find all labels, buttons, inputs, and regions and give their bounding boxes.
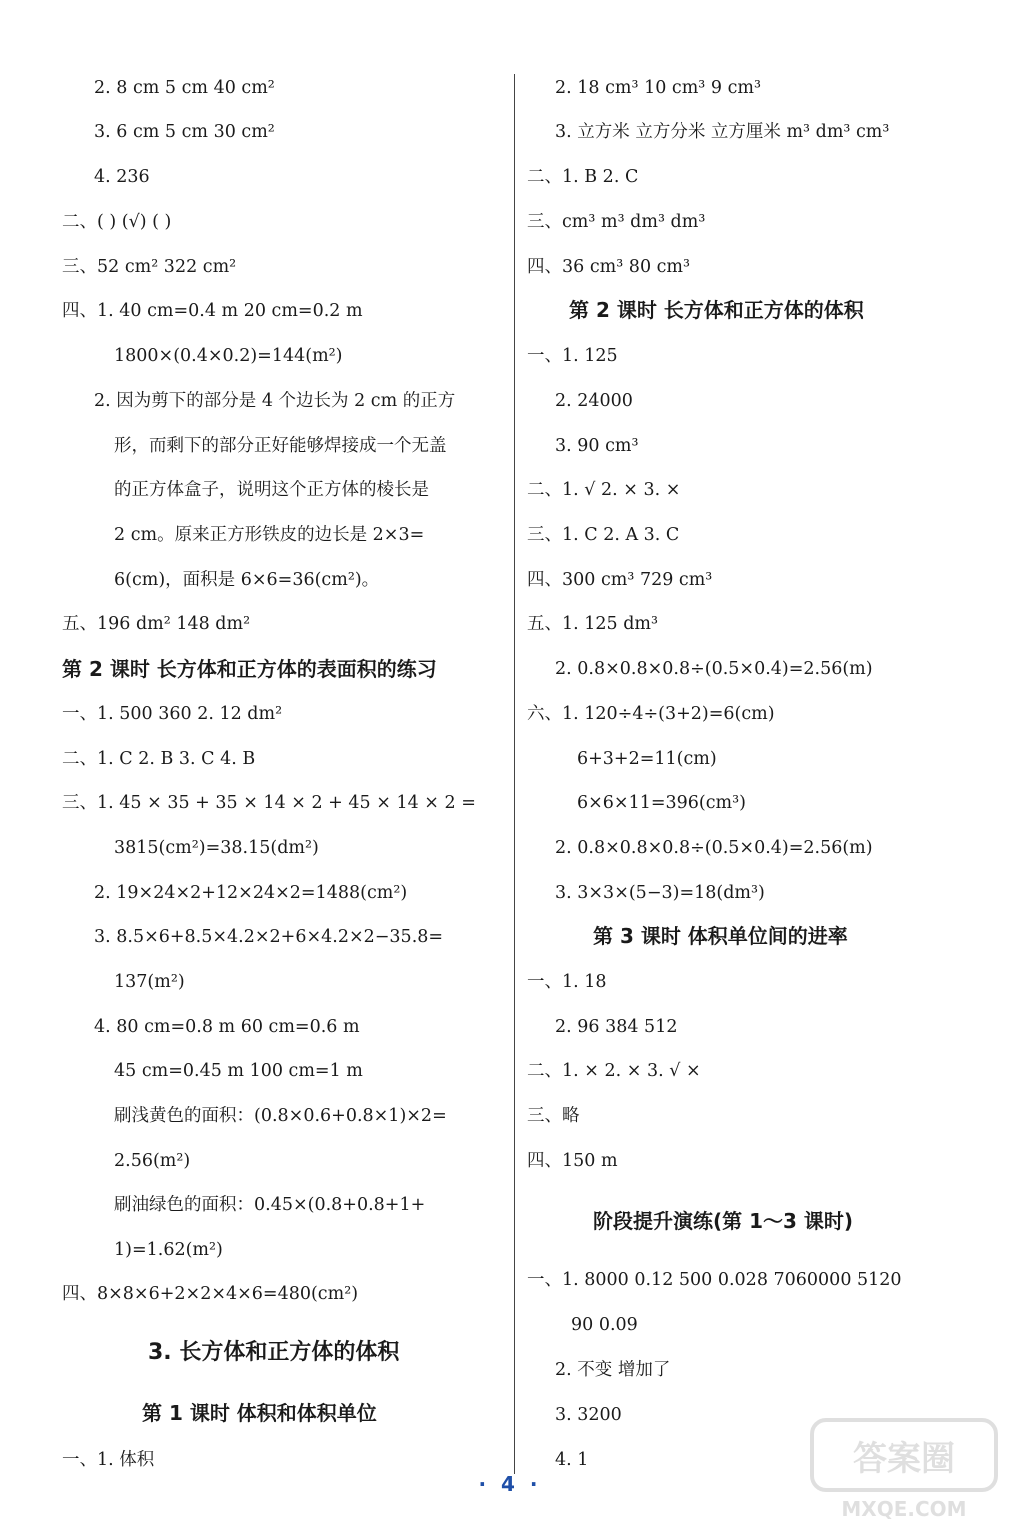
answer-line: 五、1. 125 dm³ [527, 614, 659, 634]
answer-line: 2. 8 cm 5 cm 40 cm² [94, 78, 275, 98]
answer-line: 3. 3200 [555, 1405, 622, 1425]
answer-line: 1800×(0.4×0.2)=144(m²) [114, 346, 343, 366]
answer-line: 6+3+2=11(cm) [577, 749, 717, 769]
answer-line: 二、1. √ 2. × 3. × [527, 480, 681, 500]
answer-line: 二、1. B 2. C [527, 167, 639, 187]
answer-line: 四、36 cm³ 80 cm³ [527, 257, 691, 277]
answer-line: 四、150 m [527, 1151, 618, 1171]
answer-line: 2. 不变 增加了 [555, 1360, 671, 1380]
answer-line: 一、1. 体积 [62, 1450, 155, 1470]
page-number: · 4 · [478, 1472, 542, 1496]
answer-line: 2 cm。原来正方形铁皮的边长是 2×3= [114, 525, 425, 545]
answer-line: 2. 96 384 512 [555, 1017, 678, 1037]
answer-line: 2. 19×24×2+12×24×2=1488(cm²) [94, 883, 408, 903]
section-heading: 第 1 课时 体积和体积单位 [142, 1401, 377, 1425]
answer-line: 3. 6 cm 5 cm 30 cm² [94, 122, 275, 142]
answer-line: 4. 1 [555, 1450, 589, 1470]
watermark-logo [804, 1408, 1004, 1528]
answer-line: 刷油绿色的面积：0.45×(0.8+0.8+1+ [114, 1195, 426, 1215]
section-heading: 第 3 课时 体积单位间的进率 [593, 924, 848, 948]
answer-line: 2. 0.8×0.8×0.8÷(0.5×0.4)=2.56(m) [555, 838, 873, 858]
answer-line: 二、1. C 2. B 3. C 4. B [62, 749, 256, 769]
answer-line: 三、1. C 2. A 3. C [527, 525, 680, 545]
answer-line: 一、1. 18 [527, 972, 607, 992]
answer-line: 一、1. 8000 0.12 500 0.028 7060000 5120 [527, 1270, 902, 1290]
column-divider [514, 74, 515, 1474]
answer-line: 三、52 cm² 322 cm² [62, 257, 237, 277]
answer-line: 2. 24000 [555, 391, 633, 411]
answer-line: 137(m²) [114, 972, 185, 992]
answer-line: 形，而剩下的部分正好能够焊接成一个无盖 [114, 436, 447, 456]
answer-line: 二、1. × 2. × 3. √ × [527, 1061, 701, 1081]
answer-line: 三、略 [527, 1106, 580, 1126]
answer-line: 三、1. 45 × 35 + 35 × 14 × 2 + 45 × 14 × 2 = [62, 793, 476, 813]
answer-line: 1)=1.62(m²) [114, 1240, 223, 1260]
answer-line: 四、1. 40 cm=0.4 m 20 cm=0.2 m [62, 301, 363, 321]
answer-line: 3. 立方米 立方分米 立方厘米 m³ dm³ cm³ [555, 122, 890, 142]
section-heading: 第 2 课时 长方体和正方体的体积 [569, 298, 864, 322]
answer-line: 6(cm)，面积是 6×6=36(cm²)。 [114, 570, 380, 590]
answer-line: 六、1. 120÷4÷(3+2)=6(cm) [527, 704, 775, 724]
answer-line: 4. 236 [94, 167, 150, 187]
answer-line: 一、1. 125 [527, 346, 618, 366]
answer-line: 3. 8.5×6+8.5×4.2×2+6×4.2×2−35.8= [94, 927, 444, 947]
answer-line: 4. 80 cm=0.8 m 60 cm=0.6 m [94, 1017, 360, 1037]
answer-line: 二、( ) (√) ( ) [62, 212, 172, 232]
answer-line: 2. 因为剪下的部分是 4 个边长为 2 cm 的正方 [94, 391, 456, 411]
answer-line: 五、196 dm² 148 dm² [62, 614, 251, 634]
answer-line: 3. 3×3×(5−3)=18(dm³) [555, 883, 765, 903]
answer-line: 2. 0.8×0.8×0.8÷(0.5×0.4)=2.56(m) [555, 659, 873, 679]
answer-line: 2. 18 cm³ 10 cm³ 9 cm³ [555, 78, 761, 98]
answer-line: 6×6×11=396(cm³) [577, 793, 746, 813]
answer-line: 一、1. 500 360 2. 12 dm² [62, 704, 283, 724]
answer-line: 三、cm³ m³ dm³ dm³ [527, 212, 706, 232]
answer-line: 四、300 cm³ 729 cm³ [527, 570, 713, 590]
svg-text:答案圈: 答案圈 [853, 1439, 955, 1479]
section-heading: 阶段提升演练(第 1～3 课时) [593, 1209, 854, 1233]
chapter-heading: 3. 长方体和正方体的体积 [148, 1340, 400, 1365]
answer-line: 2.56(m²) [114, 1151, 191, 1171]
answer-line: 的正方体盒子，说明这个正方体的棱长是 [114, 480, 429, 500]
section-heading: 第 2 课时 长方体和正方体的表面积的练习 [62, 657, 437, 681]
answer-line: 四、8×8×6+2×2×4×6=480(cm²) [62, 1284, 359, 1304]
answer-line: 3815(cm²)=38.15(dm²) [114, 838, 319, 858]
answer-line: 45 cm=0.45 m 100 cm=1 m [114, 1061, 363, 1081]
answer-line: 刷浅黄色的面积：(0.8×0.6+0.8×1)×2= [114, 1106, 447, 1126]
answer-line: 90 0.09 [571, 1315, 638, 1335]
svg-text:MXQE.COM: MXQE.COM [841, 1497, 967, 1521]
answer-line: 3. 90 cm³ [555, 436, 639, 456]
